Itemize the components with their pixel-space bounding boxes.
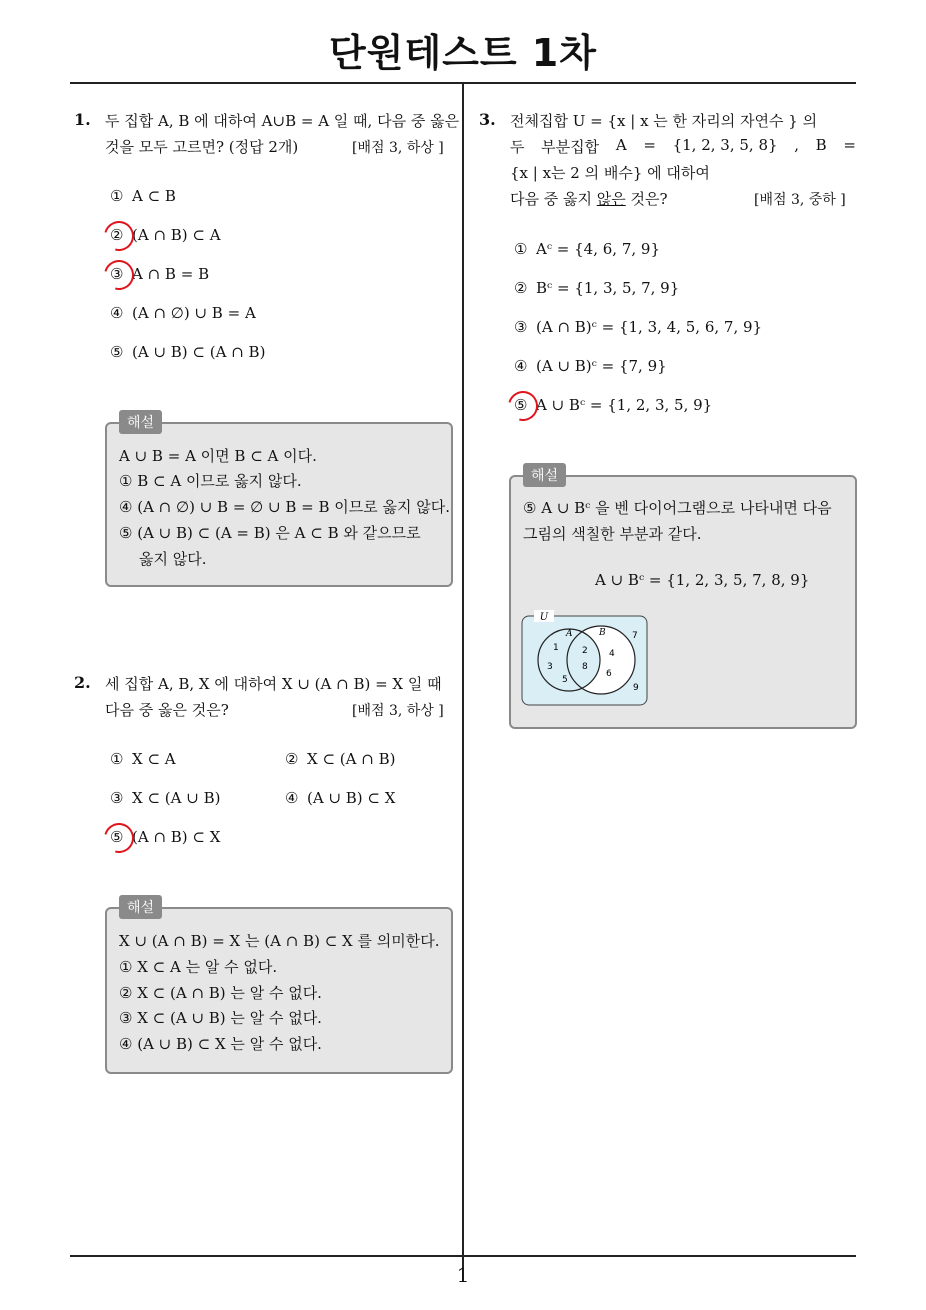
choice-text: (A ∩ ∅) ∪ B = A: [132, 304, 256, 322]
q2-explanation-line: X ∪ (A ∩ B) = X 는 (A ∩ B) ⊂ X 를 의미한다.: [119, 932, 440, 950]
venn-universe-label: U: [539, 612, 549, 623]
q1-explanation-line: A ∪ B = A 이면 B ⊂ A 이다.: [119, 447, 317, 465]
venn-element: 1: [553, 643, 559, 653]
stem-word: =: [643, 136, 656, 154]
q1-stem-line1: 두 집합 A, B 에 대하여 A∪B = A 일 때, 다음 중 옳은: [105, 112, 460, 130]
q1-number: 1.: [74, 110, 91, 129]
q2-stem-line1: 세 집합 A, B, X 에 대하여 X ∪ (A ∩ B) = X 일 때: [105, 675, 442, 693]
footer-divider: [70, 1255, 856, 1257]
stem-word: B: [815, 136, 827, 154]
venn-element: 9: [633, 683, 639, 693]
q1-explanation-tag: 해설: [119, 410, 162, 434]
answer-mark-icon: [99, 818, 140, 859]
choice-text: (A ∪ B) ⊂ X: [307, 789, 396, 807]
choice-number: ③: [514, 318, 528, 336]
q3-choice-2[interactable]: [514, 279, 679, 297]
choice-number: ④: [514, 357, 528, 375]
choice-number: ②: [285, 750, 299, 768]
venn-element: 4: [609, 649, 615, 659]
choice-text: (A ∩ B) ⊂ A: [132, 226, 221, 244]
choice-number: ③: [110, 265, 124, 283]
choice-text: (A ∪ B)ᶜ = {7, 9}: [536, 357, 667, 375]
q1-explanation-line: ① B ⊂ A 이므로 옳지 않다.: [119, 472, 302, 490]
choice-text: A ∩ B = B: [132, 265, 210, 283]
venn-element: 2: [582, 646, 588, 656]
q3-stem-line3: {x | x는 2 의 배수} 에 대하여: [510, 164, 710, 182]
q3-choice-3[interactable]: [514, 318, 762, 336]
q2-explanation-line: ② X ⊂ (A ∩ B) 는 알 수 없다.: [119, 984, 322, 1002]
page-number: 1: [456, 1263, 470, 1287]
q3-choice-5[interactable]: [514, 396, 712, 414]
stem-text: 다음 중 옳지: [510, 190, 597, 208]
choice-number: ⑤: [110, 343, 124, 361]
choice-text: (A ∩ B)ᶜ = {1, 3, 4, 5, 6, 7, 9}: [536, 318, 763, 336]
q3-stem-line2: [510, 136, 856, 157]
q1-choice-4[interactable]: [110, 304, 256, 322]
q3-stem-line4: [510, 188, 668, 209]
answer-mark-icon: [99, 255, 140, 296]
q2-explanation-line: ① X ⊂ A 는 알 수 없다.: [119, 958, 278, 976]
choice-text: Bᶜ = {1, 3, 5, 7, 9}: [536, 279, 680, 297]
stem-word: ,: [794, 136, 799, 154]
q2-choice-4[interactable]: [285, 789, 395, 807]
page-title: 단원테스트 1차: [329, 31, 597, 75]
venn-set-b-label: B: [599, 628, 606, 638]
q1-score-meta: [배점 3, 하상 ]: [352, 140, 444, 156]
q3-explanation-line: 그림의 색칠한 부분과 같다.: [523, 525, 702, 543]
choice-text: A ∪ Bᶜ = {1, 2, 3, 5, 9}: [536, 396, 713, 414]
q2-explanation-tag: 해설: [119, 895, 162, 919]
choice-number: ④: [285, 789, 299, 807]
q2-explanation-line: ④ (A ∪ B) ⊂ X 는 알 수 없다.: [119, 1035, 322, 1053]
choice-text: X ⊂ (A ∩ B): [307, 750, 396, 768]
choice-number: ⑤: [514, 396, 528, 414]
stem-text: 것은?: [625, 190, 668, 208]
q3-explanation-formula: A ∪ Bᶜ = {1, 2, 3, 5, 7, 8, 9}: [595, 571, 810, 589]
venn-element: 7: [632, 631, 638, 641]
choice-text: Aᶜ = {4, 6, 7, 9}: [536, 240, 660, 258]
venn-element: 6: [606, 669, 612, 679]
choice-number: ①: [110, 187, 124, 205]
stem-word: {1, 2, 3, 5, 8}: [672, 136, 778, 154]
q2-score-meta: [배점 3, 하상 ]: [352, 703, 444, 719]
q2-explanation-line: ③ X ⊂ (A ∪ B) 는 알 수 없다.: [119, 1009, 322, 1027]
stem-word: 부분집합: [541, 138, 600, 156]
q3-explanation-tag: 해설: [523, 463, 566, 487]
q2-stem-line2: 다음 중 옳은 것은?: [105, 701, 229, 719]
venn-set-a-label: A: [566, 629, 573, 639]
choice-number: ③: [110, 789, 124, 807]
choice-text: X ⊂ A: [132, 750, 176, 768]
q3-explanation-line: ⑤ A ∪ Bᶜ 을 벤 다이어그램으로 나타내면 다음: [523, 499, 832, 517]
answer-mark-icon: [99, 216, 140, 257]
choice-text: X ⊂ (A ∪ B): [132, 789, 221, 807]
q2-choice-2[interactable]: [285, 750, 395, 768]
q2-number: 2.: [74, 673, 91, 692]
stem-emphasis: 않은: [596, 190, 626, 208]
choice-text: (A ∪ B) ⊂ (A ∩ B): [132, 343, 266, 361]
venn-element: 5: [562, 675, 568, 685]
choice-text: (A ∩ B) ⊂ X: [132, 828, 221, 846]
choice-number: ④: [110, 304, 124, 322]
stem-word: 두: [510, 138, 525, 156]
q2-choice-3[interactable]: [110, 789, 220, 807]
venn-element: 3: [547, 662, 553, 672]
choice-number: ⑤: [110, 828, 124, 846]
q2-choice-1[interactable]: [110, 750, 176, 768]
stem-word: A: [615, 136, 627, 154]
q3-number: 3.: [479, 110, 496, 129]
q1-choice-5[interactable]: [110, 343, 265, 361]
q1-explanation-line: ④ (A ∩ ∅) ∪ B = ∅ ∪ B = B 이므로 옳지 않다.: [119, 498, 450, 516]
q3-choice-4[interactable]: [514, 357, 667, 375]
choice-number: ①: [110, 750, 124, 768]
q3-stem-line1: 전체집합 U = {x | x 는 한 자리의 자연수 } 의: [510, 112, 818, 130]
choice-number: ①: [514, 240, 528, 258]
venn-diagram: [521, 608, 649, 708]
choice-number: ②: [514, 279, 528, 297]
stem-word: =: [843, 136, 856, 154]
q3-score-meta: [배점 3, 중하 ]: [754, 192, 846, 208]
answer-mark-icon: [503, 386, 544, 427]
q1-explanation-line: ⑤ (A ∪ B) ⊂ (A = B) 은 A ⊂ B 와 같으므로: [119, 524, 421, 542]
q3-choice-1[interactable]: [514, 240, 660, 258]
column-divider: [462, 83, 464, 1268]
choice-number: ②: [110, 226, 124, 244]
venn-element: 8: [582, 662, 588, 672]
choice-text: A ⊂ B: [132, 187, 176, 205]
q1-choice-1[interactable]: [110, 187, 176, 205]
q1-stem-line2: 것을 모두 고르면? (정답 2개): [105, 138, 299, 156]
q1-explanation-line: 옳지 않다.: [139, 550, 207, 568]
